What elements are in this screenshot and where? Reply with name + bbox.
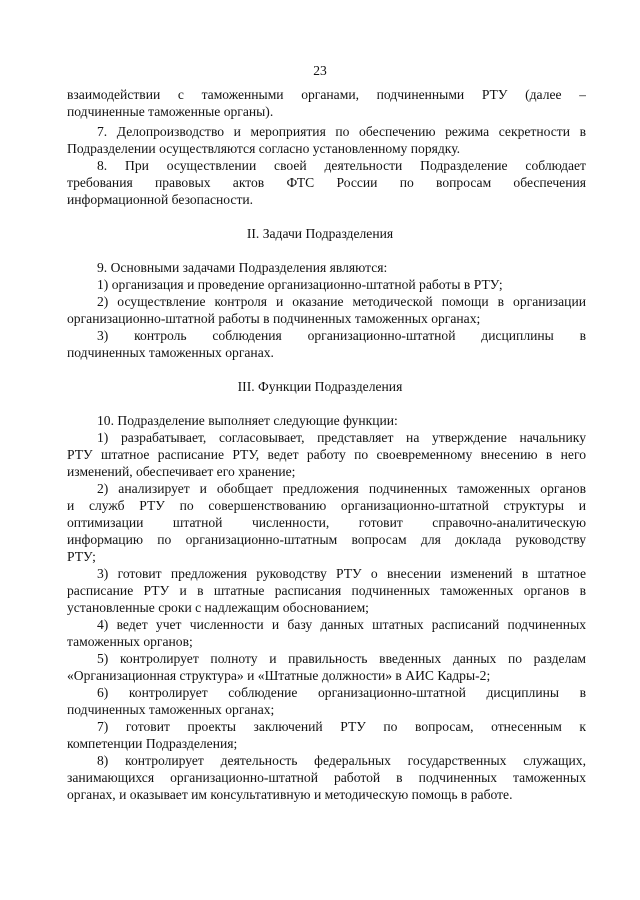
page-number: 23 [313, 63, 327, 78]
text-line: 2) осуществление контроля и оказание методической помощи в организации [97, 294, 586, 309]
text-line: 5) контролирует полноту и правильность введенных данных по разделам [97, 651, 586, 666]
text-line: информацию по организационно-штатным вопросам для доклада руководству [67, 532, 586, 547]
text-line: «Организационная структура» и «Штатные должности» в АИС Кадры-2; [67, 668, 491, 683]
text-line: подчиненных таможенных органах; [67, 702, 275, 717]
text-line: компетенции Подразделения; [67, 736, 238, 751]
text-line: Подразделении осуществляются согласно установленному порядку. [67, 141, 461, 156]
text-line: и служб РТУ по совершенствованию организационно-штатной структуры и [67, 498, 586, 513]
text-line: подчиненные таможенные органы). [67, 104, 274, 119]
text-line: РТУ; [67, 549, 96, 564]
text-line: расписание РТУ и в штатные расписания подчиненных таможенных органов в [67, 583, 586, 598]
text-line: 8. При осуществлении своей деятельности Подразделение соблюдает [97, 158, 586, 173]
text-line: занимающихся организационно-штатной работой в подчиненных таможенных [67, 770, 586, 785]
text-line: организационно-штатной работы в подчиненных таможенных органах; [67, 311, 481, 326]
text-line: изменений, обеспечивает его хранение; [67, 464, 296, 479]
text-line: 1) организация и проведение организационно-штатной работы в РТУ; [97, 277, 503, 292]
text-line: подчиненных таможенных органах. [67, 345, 274, 360]
text-line: таможенных органов; [67, 634, 193, 649]
text-line: 8) контролирует деятельность федеральных государственных служащих, [97, 753, 586, 768]
text-line: 2) анализирует и обобщает предложения подчиненных таможенных органов [97, 481, 586, 496]
text-line: органах, и оказывает им консультативную и методическую помощь в работе. [67, 787, 513, 802]
text-line: 6) контролирует соблюдение организационно-штатной дисциплины в [97, 685, 586, 700]
text-line: взаимодействии с таможенными органами, подчиненными РТУ (далее – [67, 87, 586, 102]
text-line: РТУ штатное расписание РТУ, ведет работу по своевременному внесению в него [67, 447, 586, 462]
text-line: установленные сроки с надлежащим обоснованием; [67, 600, 369, 615]
text-line: 4) ведет учет численности и базу данных штатных расписаний подчиненных [97, 617, 586, 632]
text-line: информационной безопасности. [67, 192, 254, 207]
section-heading-functions: III. Функции Подразделения [237, 379, 403, 394]
section-heading-tasks: II. Задачи Подразделения [246, 226, 394, 241]
text-line: 3) контроль соблюдения организационно-штатной дисциплины в [97, 328, 586, 343]
text-line: 7) готовит проекты заключений РТУ по вопросам, отнесенным к [97, 719, 586, 734]
text-line: 3) готовит предложения руководству РТУ о внесении изменений в штатное [97, 566, 586, 581]
text-line: оптимизации штатной численности, готовит справочно-аналитическую [67, 515, 586, 530]
text-line: 10. Подразделение выполняет следующие функции: [97, 413, 398, 428]
text-line: требования правовых актов ФТС России по вопросам обеспечения [67, 175, 586, 190]
text-line: 9. Основными задачами Подразделения являются: [97, 260, 388, 275]
text-line: 1) разрабатывает, согласовывает, представляет на утверждение начальнику [97, 430, 586, 445]
text-line: 7. Делопроизводство и мероприятия по обеспечению режима секретности в [97, 124, 586, 139]
